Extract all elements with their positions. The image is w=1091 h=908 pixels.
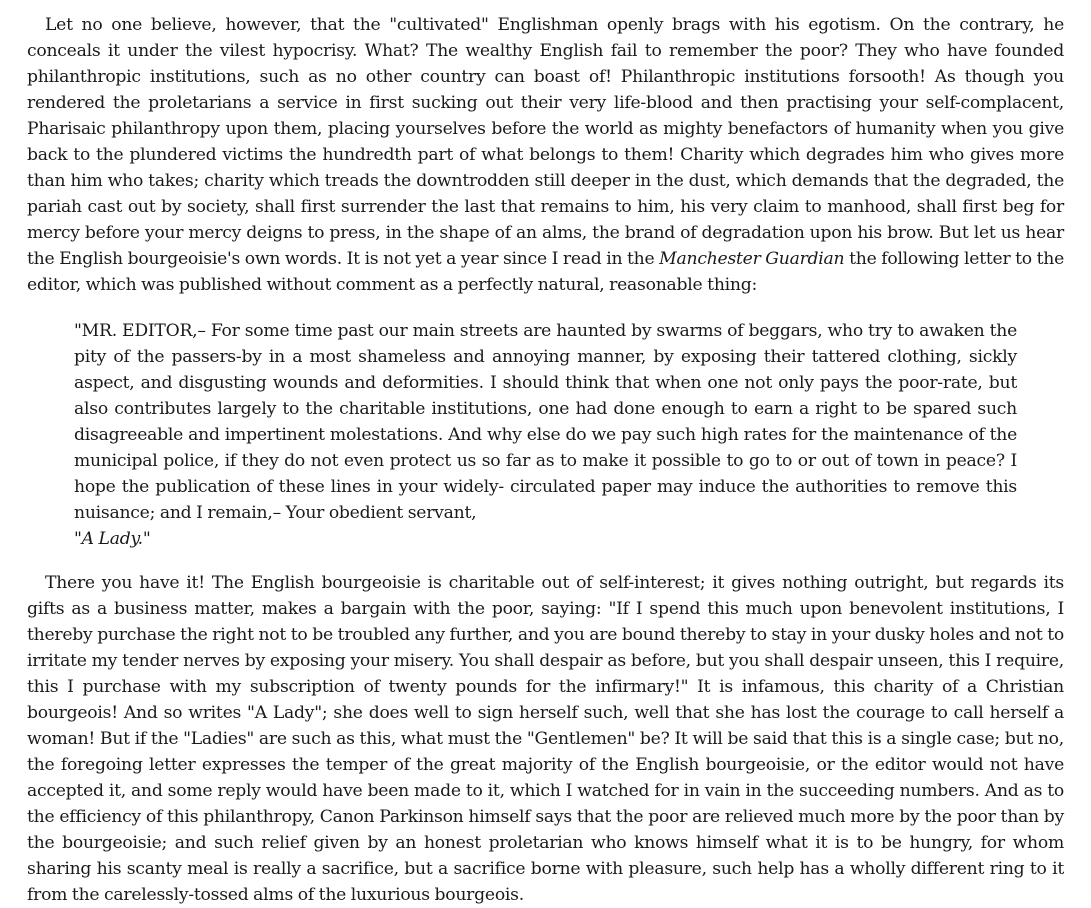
letter-signature: "A Lady." <box>74 529 151 549</box>
paragraph-1-text-end: the following letter to the editor, which was published without comment as a perfectly natural, reasonable thing: <box>27 249 1065 295</box>
letter-blockquote <box>74 318 1017 552</box>
paragraph-1-text: Let no one believe, however, that the "cultivated" Englishman openly brags with his egotism. On the contrary, he conceals it under the vilest hypocrisy. What? The wealthy English fail to remember the poor? They who have founded philanthropic institutions, such as no other country can boast of! Philanthropic institutions forsooth! As though you rendered the proletarians a service in first sucking out their very life-blood and then practising your self-complacent, Pharisaic philanthropy upon them, placing yourselves before the world as mighty benefactors of humanity when you give back to the plundered victims the hundredth part of what belongs to them! Charity which degrades him who gives more than him who takes; charity which treads the downtrodden still deeper in the dust, which demands that the degraded, the pariah cast out by society, shall first surrender the last that remains to him, his very claim to manhood, shall first beg for mercy before your mercy deigns to press, in the shape of an alms, the brand of degradation upon his brow. But let us hear the English bourgeoisie's own words. It is not yet a year since I read in the <box>27 15 1064 269</box>
paragraph-1 <box>27 12 1064 298</box>
paragraph-2: There you have it! The English bourgeoisie is charitable out of self-interest; it gives nothing outright, but regards its gifts as a business matter, makes a bargain with the poor, saying: "If I spend this much upon benevolent institutions, I thereby purchase the right not to be troubled any further, and you are bound thereby to stay in your dusky holes and not to irritate my tender nerves by exposing your misery. You shall despair as before, but you shall despair unseen, this I require, this I purchase with my subscription of twenty pounds for the infirmary!" It is infamous, this charity of a Christian bourgeois! And so writes "A Lady"; she does well to sign herself such, well that she has lost the courage to call herself a woman! But if the "Ladies" are such as this, what must the "Gentlemen" be? It will be said that this is a single case; but no, the foregoing letter expresses the temper of the great majority of the English bourgeoisie, or the editor would not have accepted it, and some reply would have been made to it, which I watched for in vain in the succeeding numbers. And as to the efficiency of this philanthropy, Canon Parkinson himself says that the poor are relieved much more by the poor than by the bourgeoisie; and such relief given by an honest proletarian who knows himself what it is to be hungry, for whom sharing his scanty meal is really a sacrifice, but a sacrifice borne with pleasure, such help has a wholly different ring to it from the carelessly-tossed alms of the luxurious bourgeois. <box>27 573 1064 905</box>
letter-body: "MR. EDITOR,– For some time past our main streets are haunted by swarms of beggars, who try to awaken the pity of the passers-by in a most shameless and annoying manner, by exposing their tattered clothing, sickly aspect, and disgusting wounds and deformities. I should think that when one not only pays the poor-rate, but also contributes largely to the charitable institutions, one had done enough to earn a right to be spared such disagreeable and impertinent molestations. And why else do we pay such high rates for the maintenance of the municipal police, if they do not even protect us so far as to make it possible to go to or out of town in peace? I hope the publication of these lines in your widely- circulated paper may induce the authorities to remove this nuisance; and I remain,– Your obedient servant, <box>74 321 1017 523</box>
newspaper-title: Manchester Guardian <box>659 249 845 269</box>
